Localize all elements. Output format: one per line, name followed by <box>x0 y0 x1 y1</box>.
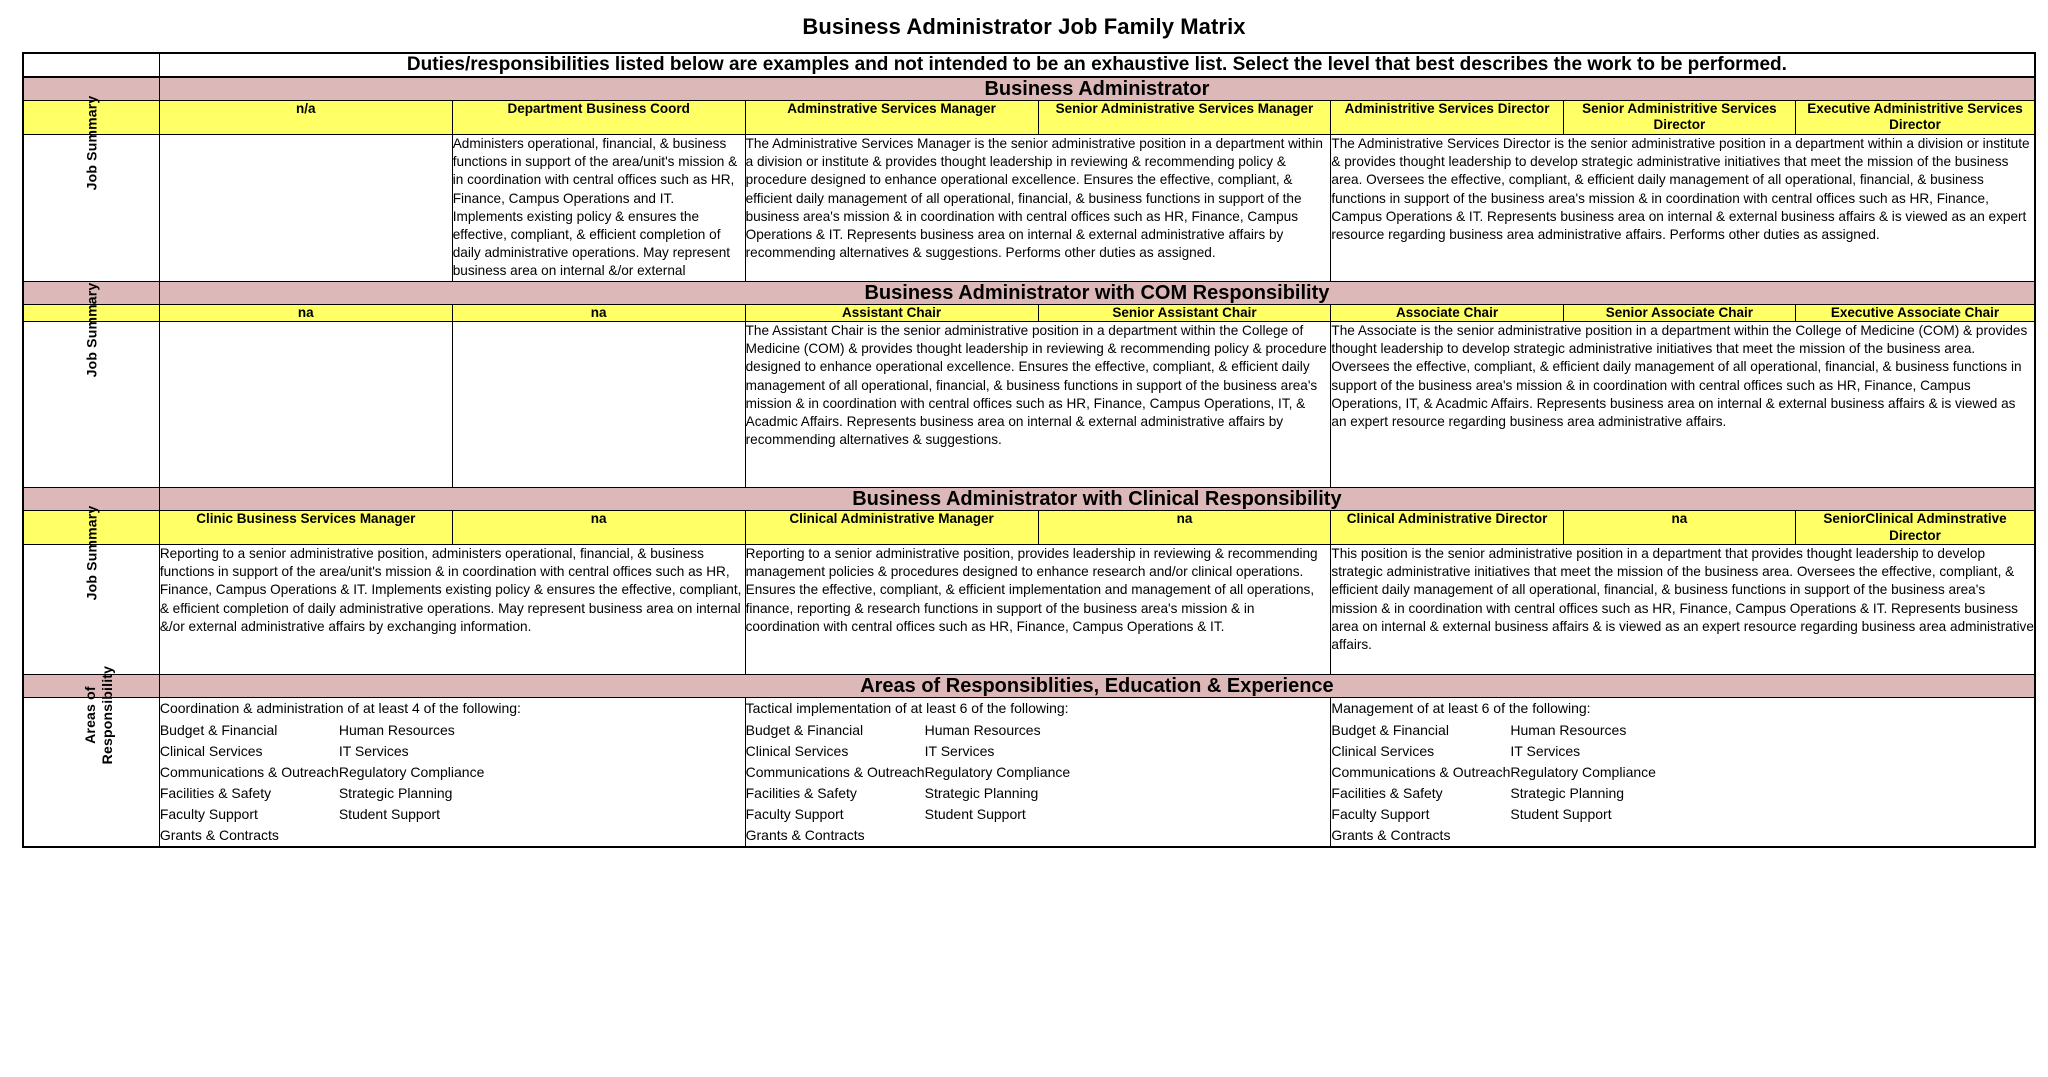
areas-list-2 <box>1331 720 2034 846</box>
section-banner-row-0 <box>23 77 2035 101</box>
areas-item: IT Services <box>338 742 409 759</box>
job-title-2-6: SeniorClinical Adminstrative Director <box>1796 511 2036 545</box>
areas-item: Regulatory Compliance <box>1510 763 1656 780</box>
job-title-2-5: na <box>1563 511 1795 545</box>
job-summary-stub-label-1: Job Summary <box>83 282 100 378</box>
areas-content-row <box>23 697 2035 847</box>
areas-lead-1: Tactical implementation of at least 6 of the following: <box>745 699 1069 716</box>
areas-item: Facilities & Safety <box>745 784 857 801</box>
areas-item: IT Services <box>924 742 995 759</box>
areas-item <box>925 825 1331 846</box>
section-banner-row-1 <box>23 281 2035 304</box>
areas-item: Faculty Support <box>745 805 844 822</box>
job-title-2-2: Clinical Administrative Manager <box>745 511 1038 545</box>
areas-column-0 <box>159 697 745 847</box>
job-title-0-0: n/a <box>159 101 452 135</box>
job-title-0-6: Executive Administritive Services Director <box>1796 101 2036 135</box>
areas-item: Human Resources <box>338 721 455 738</box>
job-summary-0-0 <box>159 134 452 281</box>
job-summary-stub-0 <box>23 95 159 281</box>
job-summary-stub-label-2: Job Summary <box>83 505 100 601</box>
note-row <box>23 53 2035 77</box>
areas-item: Human Resources <box>1510 721 1627 738</box>
section-summary-row-1 <box>23 322 2035 488</box>
job-summary-1-0 <box>159 322 452 488</box>
section-banner-clinical-responsibility: Business Administrator with Clinical Responsibility <box>159 488 2035 511</box>
areas-item: Student Support <box>924 805 1026 822</box>
section-titles-row-0 <box>23 101 2035 135</box>
areas-item: Strategic Planning <box>1510 784 1625 801</box>
areas-item: Faculty Support <box>159 805 258 822</box>
areas-item: Strategic Planning <box>924 784 1039 801</box>
job-title-1-6: Executive Associate Chair <box>1796 304 2036 321</box>
job-title-1-5: Senior Associate Chair <box>1563 304 1795 321</box>
job-family-matrix-table <box>22 52 2036 848</box>
areas-item: Communications & Outreach <box>159 763 339 780</box>
job-summary-0-1: Administers operational, financial, & business functions in support of the area/unit's mission & in coordination with central offices such as HR, Finance, Campus Operations and IT. Implements existing policy & ensures the effective, compliant, & efficient completion of daily administrative operations. May represent business area on internal &/or external <box>452 134 745 281</box>
job-title-2-4: Clinical Administrative Director <box>1331 511 1563 545</box>
job-summary-2-1: Reporting to a senior administrative position, provides leadership in reviewing & recommending management policies & procedures designed to enhance research and/or clinical operations. Ensures the effective, compliant, & efficient implementation and management of all operations, finance, reporting & research functions in support of the business area's mission & in coordination with central offices such as HR, Finance, Campus Operations & IT. <box>745 544 1331 674</box>
job-summary-2-2: This position is the senior administrative position in a department that provides thought leadership to develop strategic administrative initiatives that meet the mission of the business area. Oversees the effective, compliant, & efficient daily management of all operational, financial, & business functions in support of the business area's mission & in coordination with central offices such as HR, Finance, Campus Operations & IT. Represents business area on internal & external business affairs & is viewed as an expert resource regarding business area administrative affairs. <box>1331 544 2035 674</box>
section-banner-business-administrator: Business Administrator <box>159 77 2035 101</box>
areas-column-2 <box>1331 697 2035 847</box>
areas-item: Budget & Financial <box>1331 721 1449 738</box>
areas-item: Facilities & Safety <box>159 784 272 801</box>
job-summary-1-1 <box>452 322 745 488</box>
areas-item: Regulatory Compliance <box>924 763 1071 780</box>
job-title-0-4: Administritive Services Director <box>1331 101 1563 135</box>
areas-column-1 <box>745 697 1331 847</box>
areas-list-1 <box>746 720 1331 846</box>
areas-item: Clinical Services <box>745 742 849 759</box>
job-title-2-0: Clinic Business Services Manager <box>159 511 452 545</box>
job-title-0-1: Department Business Coord <box>452 101 745 135</box>
areas-item: Grants & Contracts <box>159 826 279 843</box>
areas-item: Grants & Contracts <box>745 826 865 843</box>
areas-item: Grants & Contracts <box>1331 826 1451 843</box>
job-title-2-1: na <box>452 511 745 545</box>
job-summary-1-2: The Assistant Chair is the senior administrative position in a department within the College of Medicine (COM) & provides thought leadership in reviewing & recommending policy & procedure designed to enhance operational excellence. Ensures the effective, compliant, & efficient daily management of all operational, financial, & business functions in support of the business area's mission & in coordination with central offices such as HR, Finance, Campus Operations, IT, & Acadmic Affairs. Represents business area on internal & external administrative affairs by recommending alternatives & suggestions. <box>745 322 1331 488</box>
job-title-1-1: na <box>452 304 745 321</box>
section-banner-areas-of-responsibilities: Areas of Responsiblities, Education & Experience <box>159 674 2035 697</box>
page-title: Business Administrator Job Family Matrix <box>802 14 1246 39</box>
job-title-0-2: Adminstrative Services Manager <box>745 101 1038 135</box>
job-title-1-4: Associate Chair <box>1331 304 1563 321</box>
areas-item: Faculty Support <box>1331 805 1430 822</box>
areas-lead-2: Management of at least 6 of the following: <box>1331 699 1591 716</box>
section-summary-row-2 <box>23 544 2035 674</box>
note-row-stub <box>23 53 159 77</box>
areas-item: Clinical Services <box>159 742 263 759</box>
job-title-1-3: Senior Assistant Chair <box>1038 304 1331 321</box>
areas-item: Human Resources <box>924 721 1041 738</box>
job-summary-stub-1 <box>23 282 159 488</box>
areas-item: Budget & Financial <box>159 721 278 738</box>
job-title-1-0: na <box>159 304 452 321</box>
areas-item: Facilities & Safety <box>1331 784 1443 801</box>
section-banner-com-responsibility: Business Administrator with COM Responsibility <box>159 281 2035 304</box>
areas-item: Regulatory Compliance <box>338 763 485 780</box>
areas-item: Communications & Outreach <box>1331 763 1511 780</box>
matrix-note: Duties/responsibilities listed below are examples and not intended to be an exhaustive list. Select the level that best describes the work to be performed. <box>159 53 2035 77</box>
job-summary-2-0: Reporting to a senior administrative position, administers operational, financial, & business functions in support of the area/unit's mission & in coordination with central offices such as HR, Finance, Campus Operations & IT. Implements existing policy & ensures the effective, compliant, & efficient completion of daily administrative operations. May represent business area on internal &/or external administrative affairs by exchanging information. <box>159 544 745 674</box>
job-summary-0-3: The Administrative Services Director is the senior administrative position in a department within a division or institute & provides thought leadership to develop strategic administrative initiatives that meet the mission of the business area. Oversees the effective, compliant, & efficient daily management of all operational, financial, & business functions in support of the business area's mission & in coordination with central offices such as HR, Finance, Campus Operations & IT. Represents business area on internal & external business affairs & is viewed as an expert resource regarding business area administrative affairs. Performs other duties as assigned. <box>1331 134 2035 281</box>
areas-item: Student Support <box>338 805 441 822</box>
areas-item: Clinical Services <box>1331 742 1435 759</box>
areas-stub-label: Areas of Responsibility <box>81 665 115 765</box>
job-title-1-2: Assistant Chair <box>745 304 1038 321</box>
section-titles-row-1 <box>23 304 2035 321</box>
areas-item: Strategic Planning <box>338 784 453 801</box>
areas-item: Student Support <box>1510 805 1612 822</box>
areas-item <box>339 825 745 846</box>
areas-item: Communications & Outreach <box>745 763 925 780</box>
areas-stub <box>23 665 159 847</box>
job-summary-stub-label-0: Job Summary <box>83 95 100 191</box>
areas-lead-0: Coordination & administration of at least 4 of the following: <box>159 699 521 716</box>
areas-item <box>1510 825 2034 846</box>
areas-item: IT Services <box>1510 742 1581 759</box>
job-title-0-5: Senior Administritive Services Director <box>1563 101 1795 135</box>
section-titles-row-2 <box>23 511 2035 545</box>
areas-list-0 <box>160 720 745 846</box>
areas-banner-row <box>23 674 2035 697</box>
job-title-0-3: Senior Administrative Services Manager <box>1038 101 1331 135</box>
job-title-2-3: na <box>1038 511 1331 545</box>
job-summary-0-2: The Administrative Services Manager is the senior administrative position in a department within a division or institute & provides thought leadership in reviewing & recommending policy & procedure designed to enhance operational excellence. Ensures the effective, compliant, & efficient daily management of all operational, financial, & business functions in support of the business area's mission & in coordination with central offices such as HR, Finance, Campus Operations & IT. Represents business area on internal & external administrative affairs by recommending alternatives & suggestions. Performs other duties as assigned. <box>745 134 1331 281</box>
section-summary-row-0 <box>23 134 2035 281</box>
job-summary-1-3: The Associate is the senior administrative position in a department within the College of Medicine (COM) & provides thought leadership to develop strategic administrative initiatives that meet the mission of the business area. Oversees the effective, compliant, & efficient daily management of all operational, financial, & business functions in support of the business area's mission & in coordination with central offices such as HR, Finance, Campus Operations, IT, & Acadmic Affairs. Represents business area on internal & external business affairs & is viewed as an expert resource regarding business area administrative affairs. <box>1331 322 2035 488</box>
section-banner-row-2 <box>23 488 2035 511</box>
areas-item: Budget & Financial <box>745 721 864 738</box>
